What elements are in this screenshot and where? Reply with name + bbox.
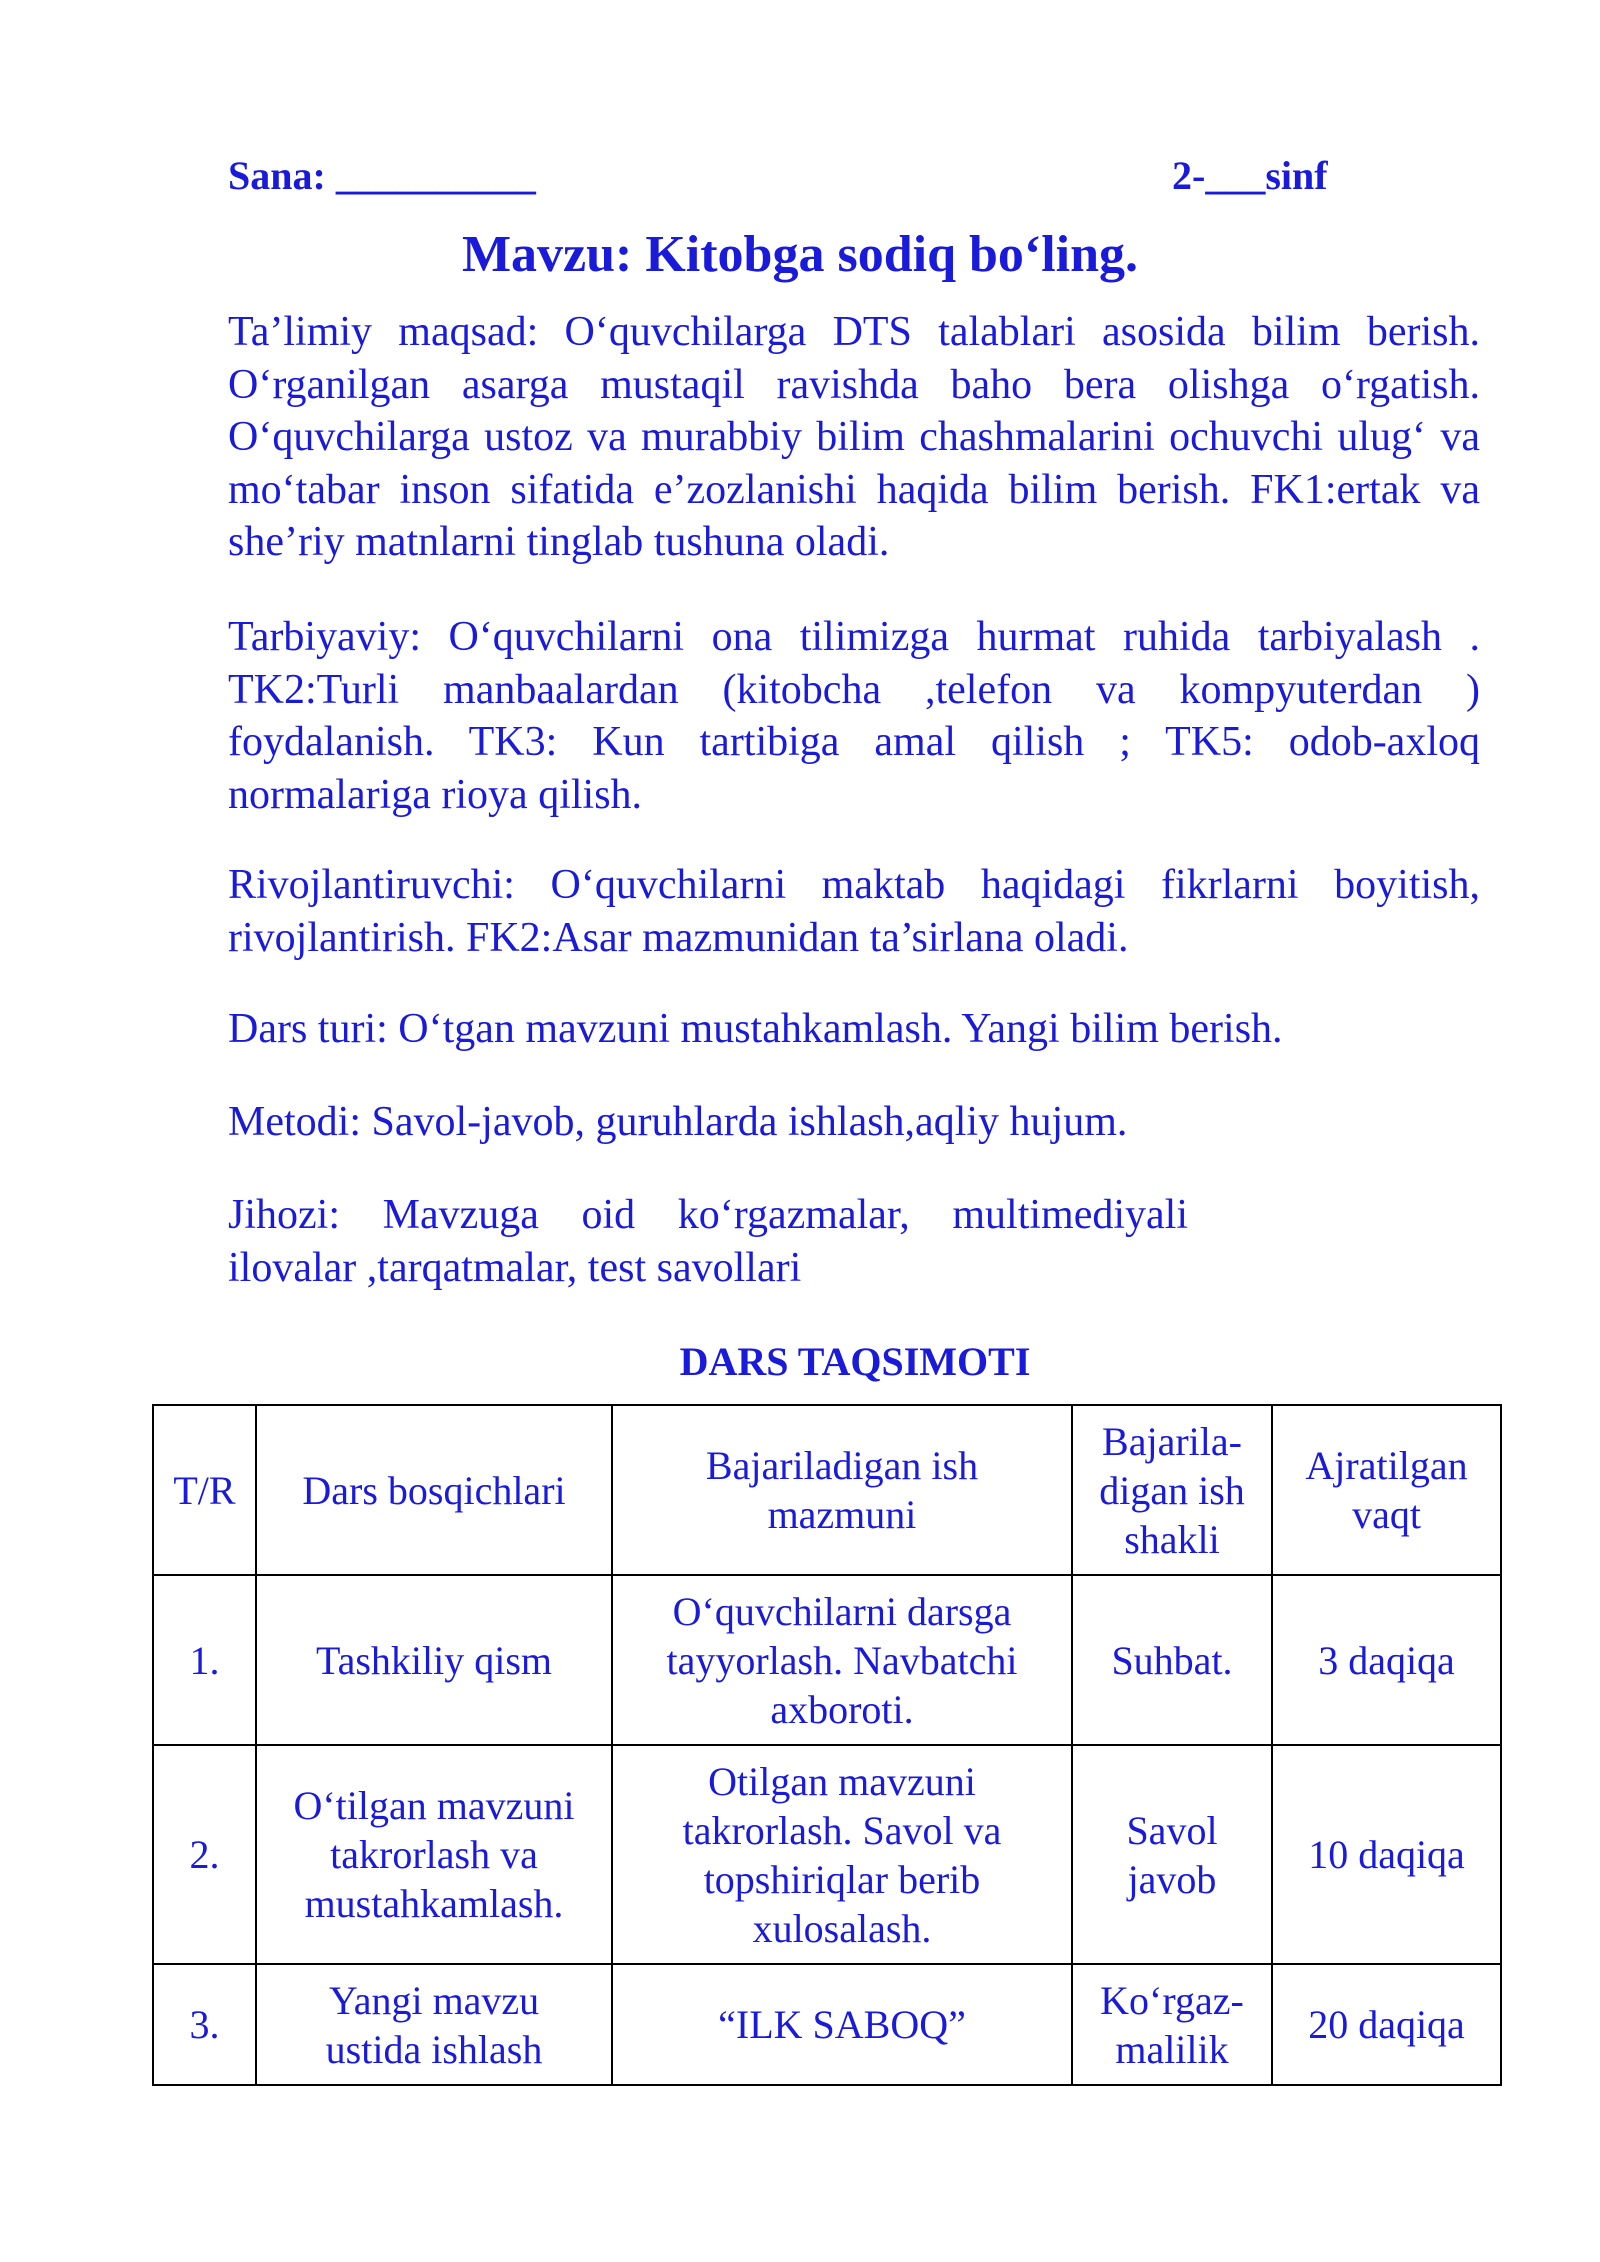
header-row	[228, 150, 1348, 202]
paragraph-lesson-type: Dars turi: O‘tgan mavzuni mustahkamlash. Yangi bilim berish.	[228, 1006, 1283, 1052]
table-row	[153, 1964, 1501, 2085]
table-header-cell: Dars bosqichlari	[256, 1405, 612, 1575]
paragraph-upbringing-goal: Tarbiyaviy: O‘quvchilarni ona tilimizga hurmat ruhida tarbiyalash . TK2:Turli manbaalardan (kitobcha ,telefon va kompyuterdan ) foydalanish. TK3: Kun tartibiga amal qilish ; TK5: odob-axloq normalariga rioya qilish.	[228, 614, 1480, 818]
table-header-cell: Ajratilgan vaqt	[1272, 1405, 1501, 1575]
table-cell: “ILK SABOQ”	[612, 1964, 1072, 2085]
table-cell: 3 daqiqa	[1272, 1575, 1501, 1745]
date-label: Sana: __________	[228, 153, 536, 198]
table-cell: Otilgan mavzuni takrorlash. Savol va topshiriqlar berib xulosalash.	[612, 1745, 1072, 1964]
table-cell: Yangi mavzu ustida ishlash	[256, 1964, 612, 2085]
lesson-title: Mavzu: Kitobga sodiq bo‘ling.	[461, 226, 1139, 283]
paragraph-method: Metodi: Savol-javob, guruhlarda ishlash,aqliy hujum.	[228, 1099, 1128, 1145]
paragraph-equipment: Jihozi: Mavzuga oid ko‘rgazmalar, multimediyali ilovalar ,tarqatmalar, test savollari	[228, 1192, 1188, 1291]
table-cell: O‘tilgan mavzuni takrorlash va mustahkamlash.	[256, 1745, 612, 1964]
table-header-cell: Bajarila-digan ish shakli	[1072, 1405, 1272, 1575]
paragraph-developmental-goal: Rivojlantiruvchi: O‘quvchilarni maktab haqidagi fikrlarni boyitish, rivojlantirish. FK2:Asar mazmunidan ta’sirlana oladi.	[228, 862, 1480, 961]
table-row	[153, 1745, 1501, 1964]
table-cell: Tashkiliy qism	[256, 1575, 612, 1745]
table-header-row	[153, 1405, 1501, 1575]
table-cell: 3.	[153, 1964, 256, 2085]
section-title: DARS TAQSIMOTI	[679, 1339, 1031, 1384]
table-header-cell: T/R	[153, 1405, 256, 1575]
table-cell: 2.	[153, 1745, 256, 1964]
table-cell: Ko‘rgaz-malilik	[1072, 1964, 1272, 2085]
table-cell: 20 daqiqa	[1272, 1964, 1501, 2085]
class-label: 2-___sinf	[1172, 153, 1328, 198]
table-cell: 1.	[153, 1575, 256, 1745]
paragraph-educational-goal: Ta’limiy maqsad: O‘quvchilarga DTS talablari asosida bilim berish. O‘rganilgan asarga mustaqil ravishda baho bera olishga o‘rgatish. O‘quvchilarga ustoz va murabbiy bilim chashmalarini ochuvchi ulug‘ va mo‘tabar inson sifatida e’zozlanishi haqida bilim berish. FK1:ertak va she’riy matnlarni tinglab tushuna oladi.	[228, 309, 1480, 565]
table-row	[153, 1575, 1501, 1745]
table-cell: O‘quvchilarni darsga tayyorlash. Navbatchi axboroti.	[612, 1575, 1072, 1745]
lesson-plan-table	[152, 1404, 1502, 2086]
table-cell: 10 daqiqa	[1272, 1745, 1501, 1964]
table-header-cell: Bajariladigan ish mazmuni	[612, 1405, 1072, 1575]
table-cell: Suhbat.	[1072, 1575, 1272, 1745]
table-cell: Savol javob	[1072, 1745, 1272, 1964]
